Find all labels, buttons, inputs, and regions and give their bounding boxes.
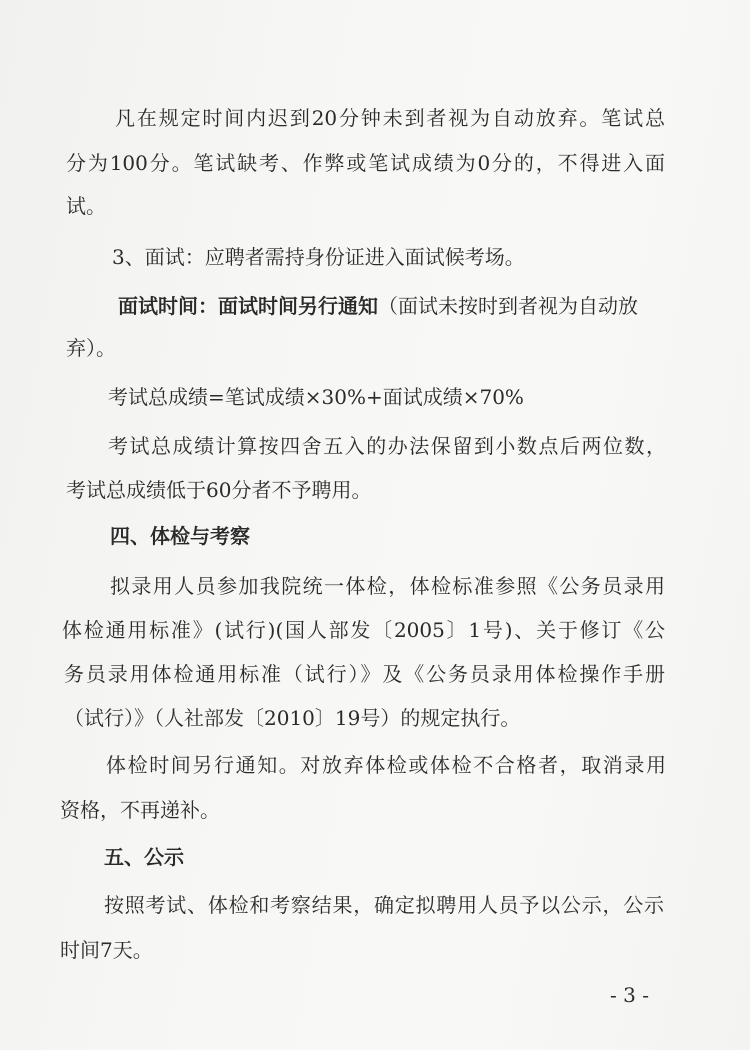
paragraph-3-bold-lead: 面试时间：面试时间另行通知 — [118, 294, 378, 318]
paragraph-7-line-1: 体检时间另行通知。对放弃体检或体检不合格者，取消录用 — [106, 753, 666, 777]
paragraph-2-line-1: 3、面试：应聘者需持身份证进入面试候考场。 — [112, 245, 525, 269]
paragraph-6-line-2: 体检通用标准》(试行)(国人部发〔2005〕1号)、关于修订《公 — [62, 618, 665, 642]
paragraph-6-line-3: 务员录用体检通用标准（试行）》及《公务员录用体检操作手册 — [64, 662, 665, 686]
paragraph-1-line-2: 分为100分。笔试缺考、作弊或笔试成绩为0分的，不得进入面 — [66, 151, 665, 175]
paragraph-3-line-1 — [118, 293, 638, 319]
paragraph-8-line-2: 时间7天。 — [60, 938, 153, 962]
paragraph-6-line-4: （试行）》（人社部发〔2010〕19号）的规定执行。 — [64, 706, 521, 730]
paragraph-5-line-1: 考试总成绩计算按四舍五入的办法保留到小数点后两位数， — [108, 434, 666, 458]
section-5-heading: 五、公示 — [104, 845, 184, 869]
paragraph-6-line-1: 拟录用人员参加我院统一体检，体检标准参照《公务员录用 — [110, 574, 665, 598]
paragraph-1-line-3: 试。 — [66, 194, 106, 218]
paragraph-4-formula: 考试总成绩=笔试成绩×30%+面试成绩×70% — [108, 385, 524, 409]
paragraph-3-line-2: 弃）。 — [66, 336, 116, 360]
page-number: - 3 - — [610, 983, 649, 1007]
paragraph-8-line-1: 按照考试、体检和考察结果，确定拟聘用人员予以公示，公示 — [104, 893, 664, 917]
section-4-heading: 四、体检与考察 — [110, 524, 250, 548]
paragraph-7-line-2: 资格，不再递补。 — [60, 798, 220, 822]
paragraph-3-rest: （面试未按时到者视为自动放 — [378, 294, 638, 318]
paragraph-1-line-1: 凡在规定时间内迟到20分钟未到者视为自动放弃。笔试总 — [115, 106, 665, 130]
paragraph-5-line-2: 考试总成绩低于60分者不予聘用。 — [66, 478, 372, 502]
